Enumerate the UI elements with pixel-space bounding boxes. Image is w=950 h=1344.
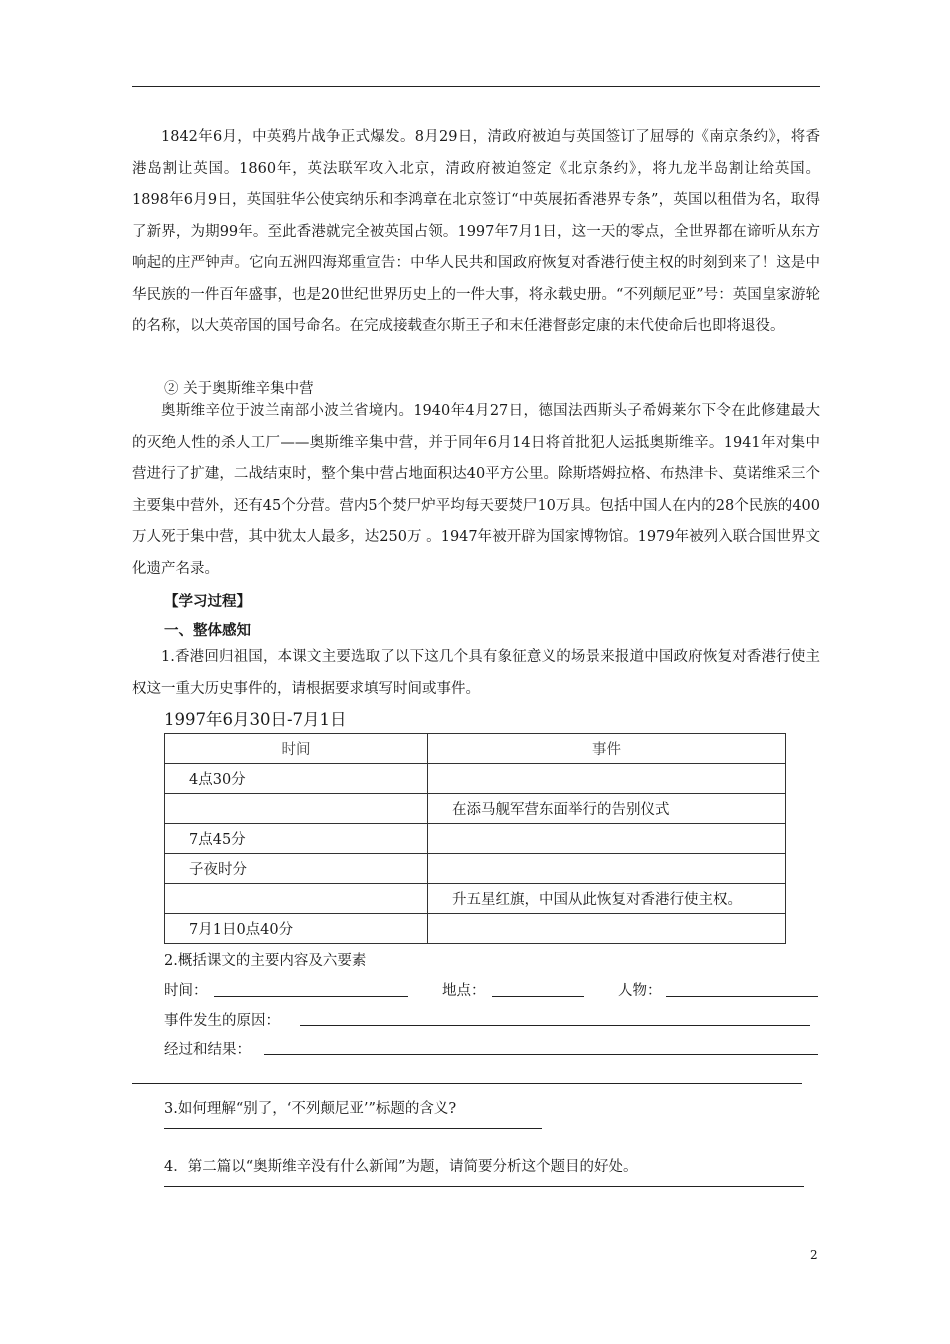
time-cell[interactable]: 4点30分 [165,764,428,794]
event-cell[interactable] [428,854,786,884]
question-2-text: 2.概括课文的主要内容及六要素 [164,953,367,969]
place-answer-line[interactable] [492,996,584,997]
header-rule [132,86,820,87]
header-time: 时间 [165,734,428,764]
time-cell[interactable]: 子夜时分 [165,854,428,884]
event-cell[interactable]: 在添马舰军营东面举行的告别仪式 [428,794,786,824]
question-3-text: 3.如何理解“别了，‘不列颠尼亚’”标题的含义? [164,1101,457,1117]
auschwitz-heading: ② 关于奥斯维辛集中营 [164,381,314,397]
table-row [165,854,786,884]
table-row [165,884,786,914]
event-cell[interactable] [428,914,786,944]
process-label: 经过和结果： [164,1042,251,1058]
header-event: 事件 [428,734,786,764]
timeline-table [164,733,786,944]
process-answer-line-2[interactable] [132,1083,802,1084]
event-cell[interactable] [428,764,786,794]
time-cell[interactable] [165,794,428,824]
time-label: 时间： [164,983,208,999]
people-label: 人物： [618,983,662,999]
table-row [165,824,786,854]
cause-answer-line[interactable] [300,1025,810,1026]
table-row [165,914,786,944]
event-cell[interactable]: 升五星红旗，中国从此恢复对香港行使主权。 [428,884,786,914]
time-answer-line[interactable] [214,996,408,997]
question-1-text: 1.香港回归祖国，本课文主要选取了以下这几个具有象征意义的场景来报道中国政府恢复对香港行使主权这一重大历史事件的，请根据要求填写时间或事件。 [132,649,820,697]
table-header-row [165,734,786,764]
event-cell[interactable] [428,824,786,854]
time-cell[interactable]: 7点45分 [165,824,428,854]
table-caption: 1997年6月30日-7月1日 [164,710,347,729]
question-3-answer-line[interactable] [164,1128,542,1129]
process-answer-line[interactable] [264,1054,818,1055]
cause-label: 事件发生的原因： [164,1013,280,1029]
overall-perception-heading: 一、整体感知 [164,622,251,639]
hongkong-background-paragraph: 1842年6月，中英鸦片战争正式爆发。8月29日，清政府被迫与英国签订了屈辱的《南京条约》，将香港岛割让英国。1860年，英法联军攻入北京，清政府被迫签定《北京条约》，将九龙半岛割让给英国。1898年6月9日，英国驻华公使宾纳乐和李鸿章在北京签订“中英展拓香港界专条”，英国以租借为名，取得了新界，为期99年。至此香港就完全被英国占领。1997年7月1日，这一天的零点，全世界都在谛听从东方响起的庄严钟声。它向五洲四海郑重宣告：中华人民共和国政府恢复对香港行使主权的时刻到来了！这是中华民族的一件百年盛事，也是20世纪世界历史上的一件大事，将永载史册。“不列颠尼亚”号：英国皇家游轮的名称，以大英帝国的国号命名。在完成接载查尔斯王子和末任港督彭定康的末代使命后也即将退役。 [132,129,820,334]
time-cell[interactable]: 7月1日0点40分 [165,914,428,944]
question-4-text: 4．第二篇以“奥斯维辛没有什么新闻”为题，请简要分析这个题目的好处。 [164,1159,638,1175]
people-answer-line[interactable] [666,996,818,997]
page-number: 2 [810,1248,818,1262]
time-cell[interactable] [165,884,428,914]
auschwitz-paragraph: 奥斯维辛位于波兰南部小波兰省境内。1940年4月27日，德国法西斯头子希姆莱尔下令在此修建最大的灭绝人性的杀人工厂——奥斯维辛集中营，并于同年6月14日将首批犯人运抵奥斯维辛。1941年对集中营进行了扩建，二战结束时，整个集中营占地面积达40平方公里。除斯塔姆拉格、布热津卡、莫诺维采三个主要集中营外，还有45个分营。营内5个焚尸炉平均每天要焚尸10万具。包括中国人在内的28个民族的400万人死于集中营，其中犹太人最多，达250万 。1947年被开辟为国家博物馆。1979年被列入联合国世界文化遗产名录。 [132,403,820,577]
question-4-answer-line[interactable] [164,1186,804,1187]
table-row [165,794,786,824]
table-row [165,764,786,794]
learning-process-heading: 【学习过程】 [164,593,251,610]
place-label: 地点： [442,983,486,999]
